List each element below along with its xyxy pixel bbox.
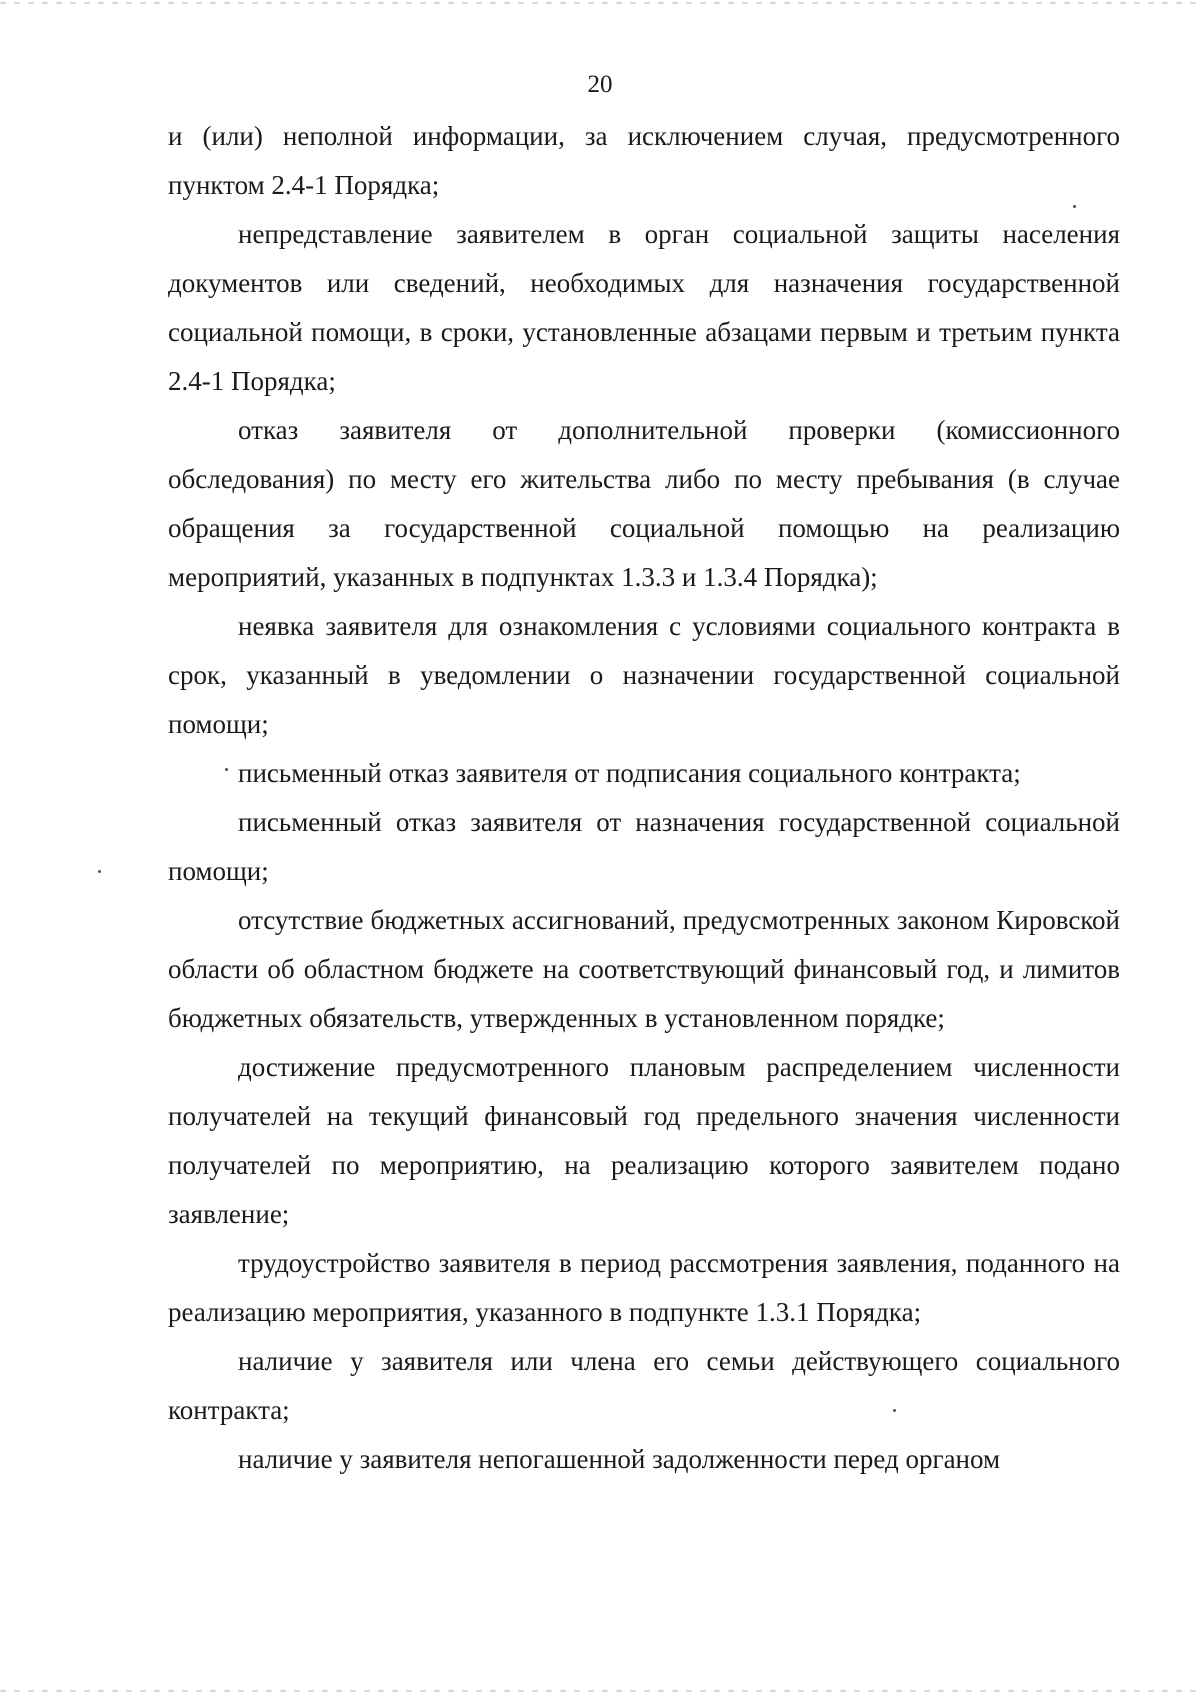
scan-edge-top [0, 2, 1200, 4]
paragraph-list-item: наличие у заявителя непогашенной задолженности перед органом [238, 1444, 1001, 1474]
page-number: 20 [587, 71, 613, 98]
scan-edge-bottom [0, 1690, 1200, 1692]
paragraph-list-item: непредставление заявителем в орган социальной защиты населения документов или сведений, необходимых для назначения государственной социальной помощи, в сроки, установленные абзацами первым и третьим пункта 2.4-1 Порядка; [168, 219, 1120, 396]
paragraph-list-item: отказ заявителя от дополнительной проверки (комиссионного обследования) по месту его жительства либо по месту пребывания (в случае обращения за государственной социальной помощью на реализацию мероприятий, указанных в подпунктах 1.3.3 и 1.3.4 Порядка); [168, 415, 1120, 592]
document-body [168, 112, 1120, 1484]
scan-speck [225, 768, 228, 771]
paragraph-list-item: наличие у заявителя или члена его семьи действующего социального контракта; [168, 1346, 1120, 1425]
paragraph-list-item: неявка заявителя для ознакомления с условиями социального контракта в срок, указанный в уведомлении о назначении государственной социальной помощи; [168, 611, 1120, 739]
paragraph-list-item: достижение предусмотренного плановым распределением численности получателей на текущий финансовый год предельного значения численности получателей по мероприятию, на реализацию которого заявителем подано заявление; [168, 1052, 1120, 1229]
paragraph-list-item: трудоустройство заявителя в период рассмотрения заявления, поданного на реализацию мероприятия, указанного в подпункте 1.3.1 Порядка; [168, 1248, 1120, 1327]
scan-speck [98, 870, 101, 873]
scan-speck [1073, 205, 1076, 208]
paragraph-list-item: отсутствие бюджетных ассигнований, предусмотренных законом Кировской области об областном бюджете на соответствующий финансовый год, и лимитов бюджетных обязательств, утвержденных в установленном порядке; [168, 905, 1120, 1033]
paragraph-list-item: письменный отказ заявителя от назначения государственной социальной помощи; [168, 807, 1120, 886]
paragraph-list-item: письменный отказ заявителя от подписания социального контракта; [238, 758, 1021, 788]
paragraph-continuation: и (или) неполной информации, за исключением случая, предусмотренного пунктом 2.4-1 Порядка; [168, 121, 1120, 200]
scan-speck [893, 1409, 896, 1412]
